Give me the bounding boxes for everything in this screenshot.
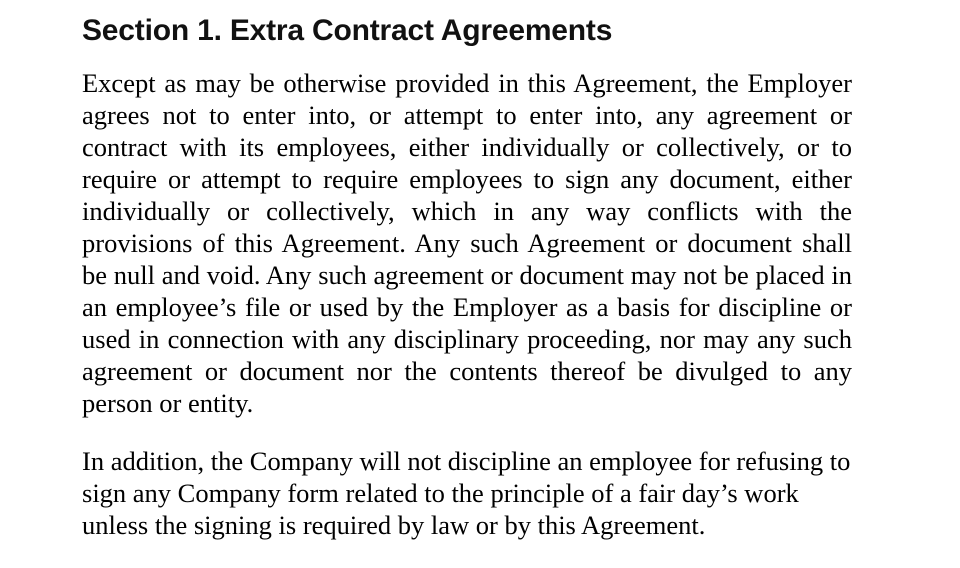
paragraph-2: In addition, the Company will not discipline an employee for refusing to sign any Company form related to the principle of a fair day’s work unless the signing is required by law or by this Agreement. [82,445,851,540]
section-heading: Section 1. Extra Contract Agreements [82,14,613,47]
paragraph-1: Except as may be otherwise provided in this Agreement, the Employer agrees not to enter into, or attempt to enter into, any agreement or contract with its employees, either individually or collectively, or to require or attempt to require employees to sign any document, either individually or collectively, which in any way conflicts with the provisions of this Agreement. Any such Agreement or document shall be null and void. Any such agreement or document may not be placed in an employee’s file or used by the Employer as a basis for discipline or used in connection with any disciplinary proceeding, nor may any such agreement or document nor the contents thereof be divulged to any person or entity. [82,67,852,418]
